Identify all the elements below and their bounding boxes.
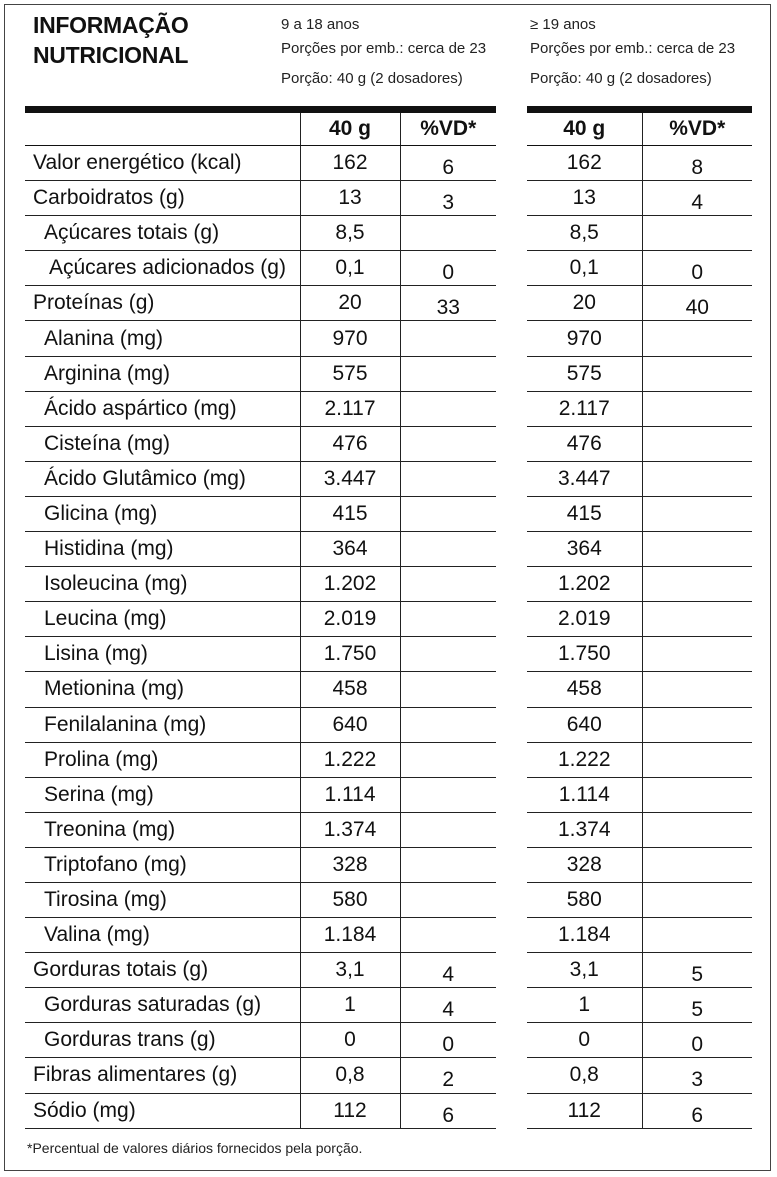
nutrient-dv <box>642 461 752 496</box>
nutrient-amount: 970 <box>527 321 642 356</box>
table-row <box>527 707 752 742</box>
nutrient-name: Serina (mg) <box>25 777 300 812</box>
nutrient-amount: 3,1 <box>527 953 642 988</box>
nutrient-name: Valina (mg) <box>25 918 300 953</box>
nutrient-amount: 580 <box>300 882 400 917</box>
nutrient-amount: 1 <box>300 988 400 1023</box>
nutrient-name: Cisteína (mg) <box>25 426 300 461</box>
dv-value: 3 <box>442 191 455 215</box>
dv-value: 8 <box>691 156 704 180</box>
nutrient-name: Gorduras saturadas (g) <box>25 988 300 1023</box>
table-row <box>25 251 496 286</box>
nutrient-dv <box>400 602 496 637</box>
nutrient-dv <box>642 637 752 672</box>
table-row <box>25 1093 496 1128</box>
nutrient-amount: 1.114 <box>300 777 400 812</box>
table-row <box>527 216 752 251</box>
table-row <box>25 953 496 988</box>
table-header-row <box>527 110 752 146</box>
table-row <box>527 918 752 953</box>
nutrient-name: Leucina (mg) <box>25 602 300 637</box>
group-portions: Porções por emb.: cerca de 23 <box>281 40 487 57</box>
nutrient-dv <box>400 988 496 1023</box>
table-row <box>527 496 752 531</box>
nutrient-amount: 8,5 <box>300 216 400 251</box>
nutrient-dv <box>642 216 752 251</box>
nutrient-name: Glicina (mg) <box>25 496 300 531</box>
nutrient-amount: 328 <box>527 847 642 882</box>
nutrient-amount: 1.750 <box>527 637 642 672</box>
nutrient-dv <box>400 496 496 531</box>
nutrient-dv <box>642 356 752 391</box>
nutrient-dv <box>642 1058 752 1093</box>
nutrient-amount: 1.184 <box>527 918 642 953</box>
nutrient-dv <box>400 146 496 181</box>
nutrient-name: Treonina (mg) <box>25 812 300 847</box>
nutrient-amount: 162 <box>300 146 400 181</box>
nutrient-dv <box>642 988 752 1023</box>
nutrition-table-9-18 <box>25 106 496 1129</box>
group-header-19-plus <box>530 15 735 89</box>
nutrient-dv <box>400 918 496 953</box>
nutrient-dv <box>642 496 752 531</box>
table-row <box>527 602 752 637</box>
group-portion: Porção: 40 g (2 dosadores) <box>530 70 712 87</box>
table-row <box>25 532 496 567</box>
nutrient-amount: 112 <box>527 1093 642 1128</box>
nutrient-name: Lisina (mg) <box>25 637 300 672</box>
table-row <box>527 847 752 882</box>
nutrient-dv <box>642 812 752 847</box>
table-row <box>25 742 496 777</box>
nutrient-dv <box>400 286 496 321</box>
nutrient-amount: 1.374 <box>527 812 642 847</box>
nutrient-name: Tirosina (mg) <box>25 882 300 917</box>
nutrient-dv <box>400 461 496 496</box>
table-row <box>527 391 752 426</box>
nutrient-amount: 640 <box>300 707 400 742</box>
nutrient-amount: 13 <box>527 181 642 216</box>
table-row <box>25 918 496 953</box>
nutrient-dv <box>642 146 752 181</box>
nutrient-amount: 328 <box>300 847 400 882</box>
table-row <box>527 251 752 286</box>
nutrient-amount: 8,5 <box>527 216 642 251</box>
nutrient-dv <box>642 777 752 812</box>
nutrient-name: Prolina (mg) <box>25 742 300 777</box>
nutrient-amount: 2.019 <box>300 602 400 637</box>
dv-value: 40 <box>685 296 709 320</box>
nutrient-amount: 2.019 <box>527 602 642 637</box>
label-title <box>33 10 188 70</box>
table-row <box>25 637 496 672</box>
table-row <box>25 426 496 461</box>
nutrient-amount: 1.222 <box>300 742 400 777</box>
dv-value: 0 <box>442 261 455 285</box>
table-row <box>527 988 752 1023</box>
nutrient-name: Gorduras trans (g) <box>25 1023 300 1058</box>
dv-value: 6 <box>442 156 455 180</box>
nutrient-dv <box>400 953 496 988</box>
nutrient-amount: 3.447 <box>300 461 400 496</box>
nutrient-amount: 364 <box>300 532 400 567</box>
nutrient-amount: 458 <box>527 672 642 707</box>
table-row <box>527 672 752 707</box>
nutrient-amount: 1.114 <box>527 777 642 812</box>
table-row <box>527 742 752 777</box>
nutrient-amount: 1.750 <box>300 637 400 672</box>
nutrient-amount: 20 <box>527 286 642 321</box>
title-line-2: NUTRICIONAL <box>33 42 189 68</box>
nutrient-dv <box>642 707 752 742</box>
nutrient-dv <box>400 1093 496 1128</box>
nutrient-amount: 0,8 <box>527 1058 642 1093</box>
nutrient-name: Isoleucina (mg) <box>25 567 300 602</box>
table-row <box>527 532 752 567</box>
nutrient-amount: 112 <box>300 1093 400 1128</box>
nutrient-amount: 415 <box>300 496 400 531</box>
nutrient-name: Açúcares adicionados (g) <box>25 251 300 286</box>
table-row <box>25 391 496 426</box>
nutrient-amount: 0 <box>300 1023 400 1058</box>
nutrient-dv <box>642 286 752 321</box>
nutrient-amount: 0,1 <box>300 251 400 286</box>
table-row <box>527 1093 752 1128</box>
table-row <box>25 777 496 812</box>
table-row <box>527 426 752 461</box>
table-row <box>25 356 496 391</box>
dv-value: 33 <box>436 296 460 320</box>
nutrient-dv <box>400 356 496 391</box>
nutrient-dv <box>400 847 496 882</box>
table-row <box>527 812 752 847</box>
nutrient-amount: 3.447 <box>527 461 642 496</box>
nutrient-name: Triptofano (mg) <box>25 847 300 882</box>
nutrient-dv <box>642 918 752 953</box>
amount-header: 40 g <box>527 110 642 146</box>
table-row <box>25 812 496 847</box>
dv-value: 6 <box>442 1103 455 1127</box>
nutrient-dv <box>400 216 496 251</box>
nutrient-dv <box>642 953 752 988</box>
table-row <box>25 461 496 496</box>
nutrient-dv <box>400 391 496 426</box>
table-row <box>25 181 496 216</box>
table-row <box>527 1023 752 1058</box>
nutrient-dv <box>400 181 496 216</box>
table-row <box>25 146 496 181</box>
footnote: *Percentual de valores diários fornecidos pela porção. <box>27 1140 363 1156</box>
table-row <box>25 707 496 742</box>
nutrient-amount: 575 <box>300 356 400 391</box>
nutrient-dv <box>400 777 496 812</box>
nutrient-dv <box>400 321 496 356</box>
nutrient-dv <box>642 532 752 567</box>
nutrient-name: Metionina (mg) <box>25 672 300 707</box>
nutrient-amount: 458 <box>300 672 400 707</box>
nutrient-dv <box>400 812 496 847</box>
nutrient-name: Carboidratos (g) <box>25 181 300 216</box>
nutrient-amount: 3,1 <box>300 953 400 988</box>
nutrient-dv <box>642 847 752 882</box>
nutrient-dv <box>642 742 752 777</box>
dv-value: 5 <box>691 963 704 987</box>
dv-value: 4 <box>442 963 455 987</box>
group-portions: Porções por emb.: cerca de 23 <box>530 40 736 57</box>
nutrient-dv <box>400 567 496 602</box>
table-row <box>527 286 752 321</box>
nutrient-dv <box>642 251 752 286</box>
table-row <box>527 882 752 917</box>
nutrient-amount: 1.222 <box>527 742 642 777</box>
table-row <box>25 496 496 531</box>
group-age: 9 a 18 anos <box>281 16 360 33</box>
table-row <box>25 216 496 251</box>
table-row <box>25 988 496 1023</box>
nutrient-name: Ácido aspártico (mg) <box>25 391 300 426</box>
dv-value: 0 <box>442 1033 455 1057</box>
group-header-9-18 <box>281 15 486 89</box>
table-row <box>25 1058 496 1093</box>
nutrient-name: Fenilalanina (mg) <box>25 707 300 742</box>
dv-value: 5 <box>691 998 704 1022</box>
table-row <box>527 181 752 216</box>
nutrient-amount: 476 <box>300 426 400 461</box>
table-row <box>527 953 752 988</box>
nutrient-amount: 1.374 <box>300 812 400 847</box>
dv-value: 4 <box>442 998 455 1022</box>
table-row <box>527 777 752 812</box>
nutrient-dv <box>400 251 496 286</box>
nutrient-name: Fibras alimentares (g) <box>25 1058 300 1093</box>
group-portion: Porção: 40 g (2 dosadores) <box>281 70 463 87</box>
table-row <box>25 286 496 321</box>
nutrient-amount: 20 <box>300 286 400 321</box>
nutrient-amount: 0 <box>527 1023 642 1058</box>
nutrient-name: Alanina (mg) <box>25 321 300 356</box>
nutrient-amount: 970 <box>300 321 400 356</box>
table-row <box>527 567 752 602</box>
nutrient-amount: 476 <box>527 426 642 461</box>
nutrient-dv <box>400 426 496 461</box>
nutrient-amount: 1.184 <box>300 918 400 953</box>
nutrient-dv <box>400 882 496 917</box>
dv-value: 4 <box>691 191 704 215</box>
nutrient-dv <box>400 637 496 672</box>
nutrient-dv <box>642 426 752 461</box>
nutrient-amount: 13 <box>300 181 400 216</box>
nutrient-amount: 415 <box>527 496 642 531</box>
table-header-row <box>25 110 496 146</box>
table-row <box>25 602 496 637</box>
nutrient-name: Histidina (mg) <box>25 532 300 567</box>
nutrient-name: Proteínas (g) <box>25 286 300 321</box>
table-row <box>25 567 496 602</box>
nutrient-amount: 575 <box>527 356 642 391</box>
dv-value: 6 <box>691 1103 704 1127</box>
dv-header: %VD* <box>400 110 496 146</box>
nutrient-amount: 0,8 <box>300 1058 400 1093</box>
nutrient-dv <box>642 602 752 637</box>
table-row <box>527 146 752 181</box>
nutrient-dv <box>400 1023 496 1058</box>
nutrient-name: Arginina (mg) <box>25 356 300 391</box>
nutrient-amount: 1.202 <box>527 567 642 602</box>
nutrient-name: Açúcares totais (g) <box>25 216 300 251</box>
nutrient-dv <box>642 391 752 426</box>
table-row <box>25 1023 496 1058</box>
nutrient-amount: 640 <box>527 707 642 742</box>
nutrient-name: Sódio (mg) <box>25 1093 300 1128</box>
table-row <box>527 356 752 391</box>
nutrient-dv <box>400 1058 496 1093</box>
nutrient-dv <box>642 882 752 917</box>
table-row <box>527 1058 752 1093</box>
name-header <box>25 110 300 146</box>
table-row <box>527 637 752 672</box>
nutrient-amount: 2.117 <box>527 391 642 426</box>
table-row <box>25 672 496 707</box>
nutrient-amount: 1.202 <box>300 567 400 602</box>
nutrient-dv <box>642 567 752 602</box>
nutrient-name: Ácido Glutâmico (mg) <box>25 461 300 496</box>
table-row <box>527 461 752 496</box>
nutrient-dv <box>642 672 752 707</box>
group-age: ≥ 19 anos <box>530 16 596 33</box>
table-row <box>527 321 752 356</box>
nutrient-amount: 0,1 <box>527 251 642 286</box>
nutrient-amount: 364 <box>527 532 642 567</box>
nutrient-name: Gorduras totais (g) <box>25 953 300 988</box>
dv-value: 3 <box>691 1068 704 1092</box>
nutrient-amount: 1 <box>527 988 642 1023</box>
dv-value: 2 <box>442 1068 455 1092</box>
table-row <box>25 321 496 356</box>
nutrient-dv <box>400 742 496 777</box>
nutrient-dv <box>642 1093 752 1128</box>
nutrient-name: Valor energético (kcal) <box>25 146 300 181</box>
nutrient-amount: 580 <box>527 882 642 917</box>
nutrient-dv <box>642 321 752 356</box>
nutrient-dv <box>642 181 752 216</box>
title-line-1: INFORMAÇÃO <box>33 12 189 38</box>
table-row <box>25 882 496 917</box>
nutrient-dv <box>400 532 496 567</box>
nutrient-dv <box>400 672 496 707</box>
dv-value: 0 <box>691 261 704 285</box>
nutrition-table-19-plus <box>527 106 752 1129</box>
nutrient-amount: 162 <box>527 146 642 181</box>
table-row <box>25 847 496 882</box>
nutrient-dv <box>400 707 496 742</box>
dv-header: %VD* <box>642 110 752 146</box>
nutrient-amount: 2.117 <box>300 391 400 426</box>
dv-value: 0 <box>691 1033 704 1057</box>
amount-header: 40 g <box>300 110 400 146</box>
nutrient-dv <box>642 1023 752 1058</box>
